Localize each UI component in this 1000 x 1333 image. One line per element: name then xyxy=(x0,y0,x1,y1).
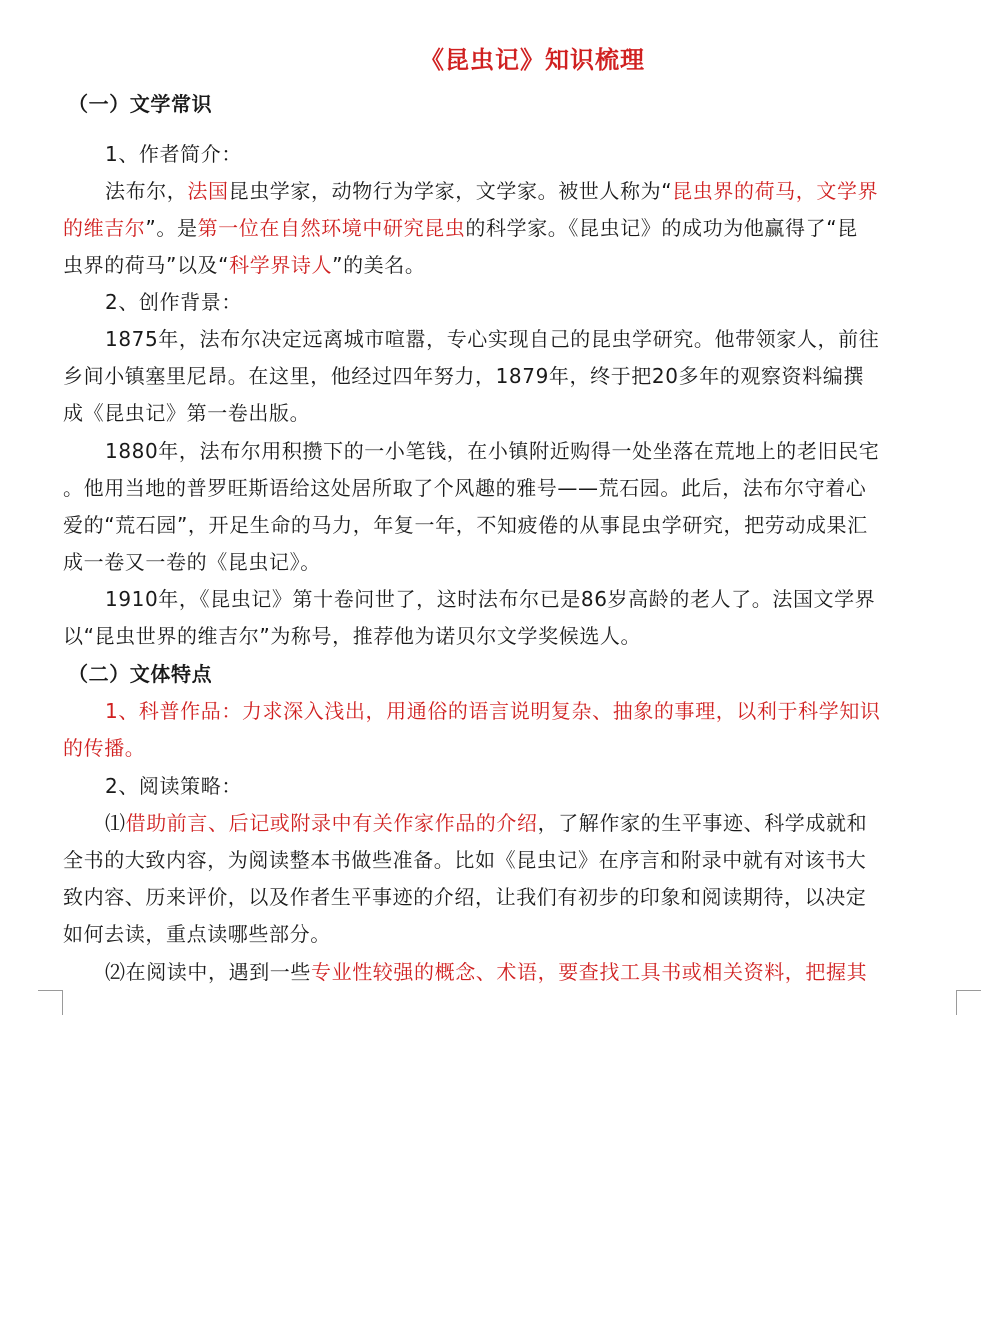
section-heading-literary-knowledge: （一）文学常识 xyxy=(68,92,213,116)
highlight-text: 科学界诗人 xyxy=(229,253,333,277)
author-intro-label: 1、作者简介： xyxy=(105,142,242,166)
background-line-2: 乡间小镇塞里尼昂。在这里，他经过四年努力，1879年，终于把20多年的观察资料编撰 xyxy=(63,364,864,388)
author-intro-line-3 xyxy=(63,247,953,284)
strategy-1-line-2: 全书的大致内容，为阅读整本书做些准备。比如《昆虫记》在序言和附录中就有对该书大 xyxy=(63,848,867,872)
page-corner-mark-right xyxy=(956,990,981,1015)
author-intro-line-2 xyxy=(63,210,953,247)
background-line-1: 1875年，法布尔决定远离城市喧嚣，专心实现自己的昆虫学研究。他带领家人，前往 xyxy=(105,327,880,351)
stone-garden-line-2: 。他用当地的普罗旺斯语给这处居所取了个风趣的雅号——荒石园。此后，法布尔守着心 xyxy=(63,476,867,500)
page-corner-mark-left xyxy=(38,990,63,1015)
text-span: ，了解作家的生平事迹、科学成就和 xyxy=(537,811,868,835)
highlight-text: 的维吉尔 xyxy=(63,216,146,240)
text-span: ⑴ xyxy=(105,811,126,835)
highlight-text: 第一位在自然环境中研究昆虫 xyxy=(197,216,466,240)
stone-garden-line-3: 爱的“荒石园”，开足生命的马力，年复一年，不知疲倦的从事昆虫学研究，把劳动成果汇 xyxy=(63,513,868,537)
background-line-3: 成《昆虫记》第一卷出版。 xyxy=(63,401,311,425)
text-span: ”。是 xyxy=(145,216,198,240)
strategy-1-line-3: 致内容、历来评价，以及作者生平事迹的介绍，让我们有初步的印象和阅读期待，以决定 xyxy=(63,885,867,909)
popular-science-line-1: 1、科普作品：力求深入浅出，用通俗的语言说明复杂、抽象的事理，以利于科学知识 xyxy=(105,699,881,723)
reading-strategy-label: 2、阅读策略： xyxy=(105,774,242,798)
text-span: 虫界的荷马”以及“ xyxy=(63,253,230,277)
document-title: 《昆虫记》知识梳理 xyxy=(420,46,645,74)
stone-garden-line-1: 1880年，法布尔用积攒下的一小笔钱，在小镇附近购得一处坐落在荒地上的老旧民宅 xyxy=(105,439,880,463)
background-label: 2、创作背景： xyxy=(105,290,242,314)
highlight-text: 专业性较强的概念、术语，要查找工具书或相关资料，把握其 xyxy=(311,960,868,984)
stone-garden-line-4: 成一卷又一卷的《昆虫记》。 xyxy=(63,550,321,574)
strategy-1-line-1 xyxy=(105,805,995,842)
text-span: ”的美名。 xyxy=(332,253,426,277)
highlight-text: 昆虫界的荷马，文学界 xyxy=(672,179,879,203)
highlight-text: 借助前言、后记或附录中有关作家作品的介绍 xyxy=(125,811,538,835)
highlight-text: 法国 xyxy=(187,179,229,203)
text-span: 昆虫学家，动物行为学家，文学家。被世人称为“ xyxy=(228,179,673,203)
nobel-line-1: 1910年，《昆虫记》第十卷问世了，这时法布尔已是86岁高龄的老人了。法国文学界 xyxy=(105,587,876,611)
text-span: ⑵在阅读中，遇到一些 xyxy=(105,960,311,984)
text-span: 法布尔， xyxy=(105,179,188,203)
author-intro-line-1 xyxy=(105,173,995,210)
text-span: 的科学家。《昆虫记》的成功为他赢得了“昆 xyxy=(465,216,858,240)
strategy-1-line-4: 如何去读，重点读哪些部分。 xyxy=(63,922,331,946)
strategy-2-line-1 xyxy=(105,954,995,991)
popular-science-line-2: 的传播。 xyxy=(63,736,146,760)
nobel-line-2: 以“昆虫世界的维吉尔”为称号，推荐他为诺贝尔文学奖候选人。 xyxy=(63,624,642,648)
section-heading-genre-features: （二）文体特点 xyxy=(68,662,213,686)
